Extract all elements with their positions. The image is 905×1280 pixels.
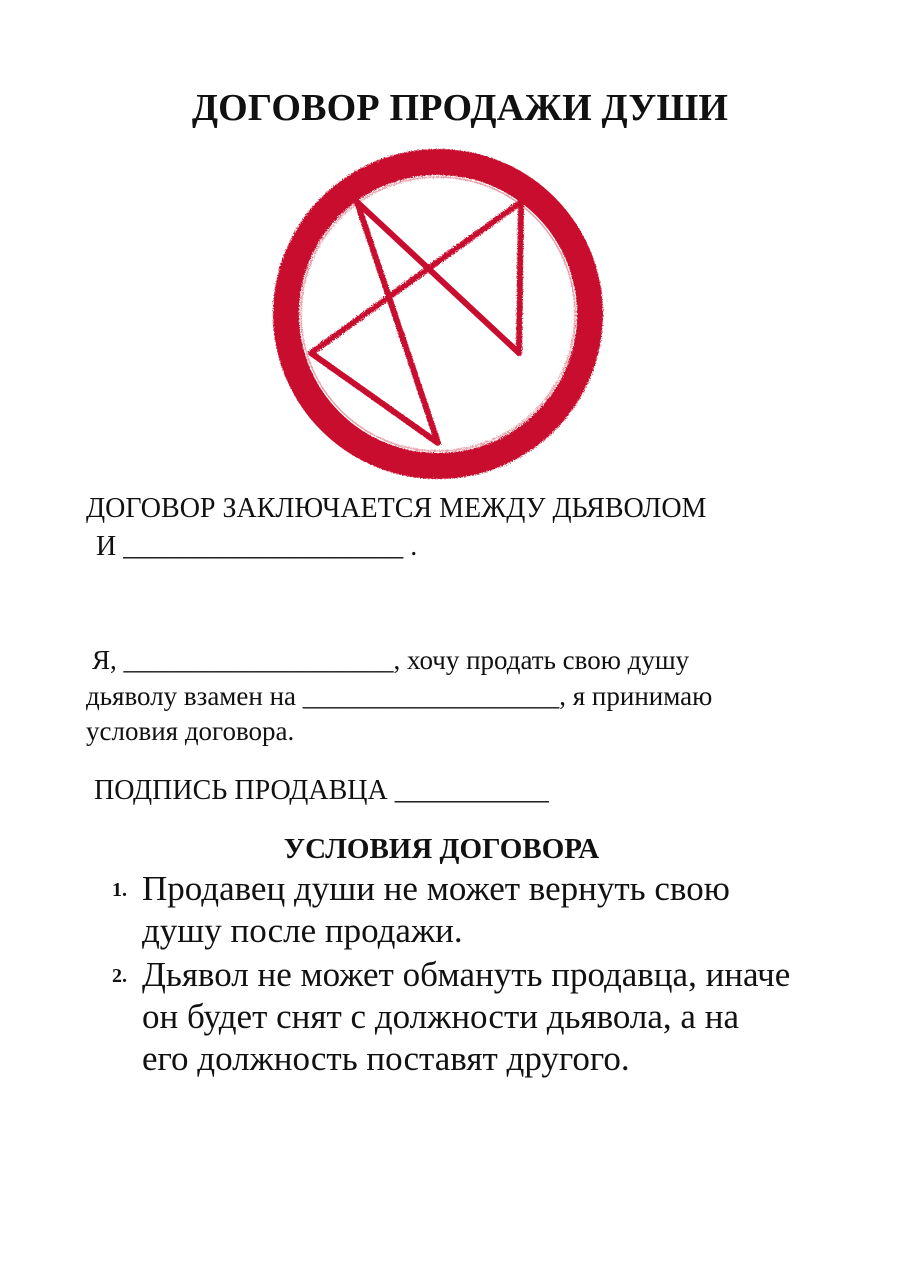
terms-list [112,868,872,1082]
parties-line-2: И ____________________ . [96,531,418,562]
document-title: ДОГОВОР ПРОДАЖИ ДУШИ [191,87,729,129]
terms-title: УСЛОВИЯ ДОГОВОРА [283,833,600,865]
term-text-line: Дьявол не может обмануть продавца, иначе [142,955,791,994]
statement-line-3: условия договора. [86,716,295,746]
statement-line-2: дьяволу взамен на ___________________, я принимаю [86,681,713,711]
pentagram-icon [268,142,608,482]
term-item [112,868,872,952]
term-text-line: он будет снят с должности дьявола, а на [142,997,739,1036]
seal-inner-ring [301,177,575,451]
term-item [112,954,872,1080]
term-text-line: его должность поставят другого. [142,1039,630,1078]
parties-line-1: ДОГОВОР ЗАКЛЮЧАЕТСЯ МЕЖДУ ДЬЯВОЛОМ [86,493,707,524]
signature-line: ПОДПИСЬ ПРОДАВЦА ___________ [94,775,549,806]
term-number: 1. [112,879,127,901]
term-text-line: Продавец души не может вернуть свою [142,869,730,908]
statement-line-1: Я, ____________________, хочу продать свою душу [92,645,690,675]
term-number: 2. [112,965,127,987]
seal-outer-ring [286,162,590,466]
term-text-line: душу после продажи. [142,911,463,950]
seal-star [311,202,521,443]
